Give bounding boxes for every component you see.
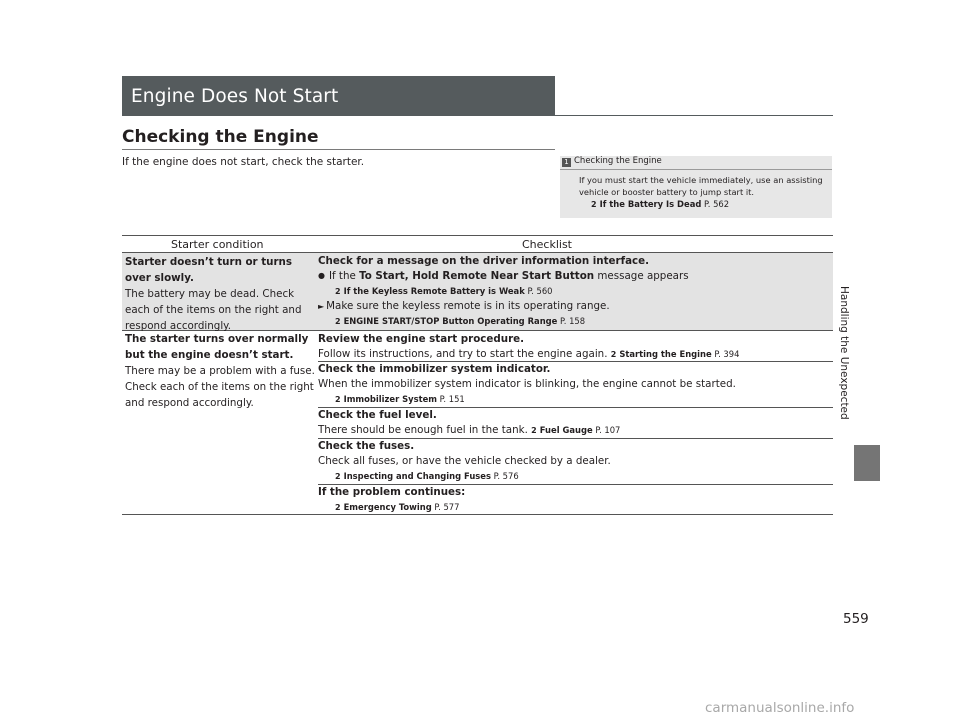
note-header [560,156,832,168]
check-item: Review the engine start procedure. Follow its instructions, and try to start the engine again. 2 Starting the Engine P. 394 [318,332,830,362]
row1-bullet: ● If the To Start, Hold Remote Near Start Button message appears [318,269,830,284]
table-bottom-rule [122,514,833,515]
subsection-rule [122,149,555,150]
reference-arrow-icon: 2 [335,317,341,326]
row2-condition-title: The starter turns over normally but the engine doesn’t start. [125,333,309,361]
side-note [560,156,832,218]
check-item-text: There should be enough fuel in the tank. 2 Fuel Gauge P. 107 [318,424,621,436]
note-body [579,174,829,211]
check-item-text: Follow its instructions, and try to start the engine again. 2 Starting the Engine P. 394 [318,348,740,360]
section-title-bar [122,76,555,116]
row1-ref-keyless-battery[interactable]: 2 If the Keyless Remote Battery is Weak P. 560 [318,284,830,299]
check-item: Check the fuses. Check all fuses, or have the vehicle checked by a dealer. 2 Inspecting and Changing Fuses P. 576 [318,439,830,484]
reference-arrow-icon: 2 [335,472,341,481]
note-rule [560,169,832,170]
row1-check-title: Check for a message on the driver information interface. [318,255,650,267]
check-item-text: Check all fuses, or have the vehicle checked by a dealer. [318,455,611,467]
title-rule [555,115,833,116]
row1-checklist [318,254,830,329]
row1-range-note: ► Make sure the keyless remote is in its operating range. [318,299,830,314]
header-checklist: Checklist [522,238,572,251]
note-reference[interactable] [579,198,829,211]
reference-arrow-icon: 2 [610,350,617,359]
row2-condition-text: There may be a problem with a fuse. Check each of the items on the right and respond accordingly. [125,365,315,409]
check-item: If the problem continues: 2 Emergency Towing P. 577 [318,485,830,515]
row2-condition [125,331,315,411]
note-ref-label: If the Battery Is Dead [599,199,702,209]
watermark: carmanualsonline.info [705,700,855,716]
section-title: Engine Does Not Start [131,86,339,107]
reference-link[interactable]: 2 Inspecting and Changing Fuses P. 576 [318,469,830,484]
subsection-title: Checking the Engine [122,127,319,147]
reference-link[interactable]: 2 Starting the Engine P. 394 [611,349,740,359]
intro-text: If the engine does not start, check the starter. [122,156,365,168]
reference-arrow-icon: 2 [335,287,341,296]
reference-arrow-icon: 2 [591,200,597,209]
note-text: If you must start the vehicle immediately, use an assisting vehicle or booster battery to jump start it. [579,175,823,197]
reference-link[interactable]: 2 Emergency Towing P. 577 [318,500,830,515]
note-tag-icon: 1 [562,158,571,167]
check-item: Check the immobilizer system indicator. When the immobilizer system indicator is blinking, the engine cannot be started. 2 Immobilizer System P. 151 [318,362,830,407]
reference-arrow-icon: 2 [335,395,341,404]
chapter-tab [854,445,880,481]
chapter-side-label: Handling the Unexpected [838,286,850,420]
row1-condition-title: Starter doesn’t turn or turns over slowly. [125,256,293,284]
note-title: Checking the Engine [574,156,662,166]
row1-condition [125,254,315,334]
page-number: 559 [843,611,869,627]
reference-arrow-icon: 2 [531,426,537,435]
reference-link[interactable]: 2 Immobilizer System P. 151 [318,392,830,407]
row1-condition-text: The battery may be dead. Check each of the items on the right and respond accordingly. [125,288,302,332]
check-item: Check the fuel level. There should be enough fuel in the tank. 2 Fuel Gauge P. 107 [318,408,830,438]
reference-link[interactable]: 2 Fuel Gauge P. 107 [531,425,620,435]
row1-ref-start-stop-range[interactable]: 2 ENGINE START/STOP Button Operating Range P. 158 [318,314,830,329]
check-item-text: When the immobilizer system indicator is blinking, the engine cannot be started. [318,378,736,390]
note-ref-page: P. 562 [704,199,730,209]
table-top-rule [122,235,833,236]
reference-arrow-icon: 2 [335,503,341,512]
header-starter-condition: Starter condition [171,238,264,251]
